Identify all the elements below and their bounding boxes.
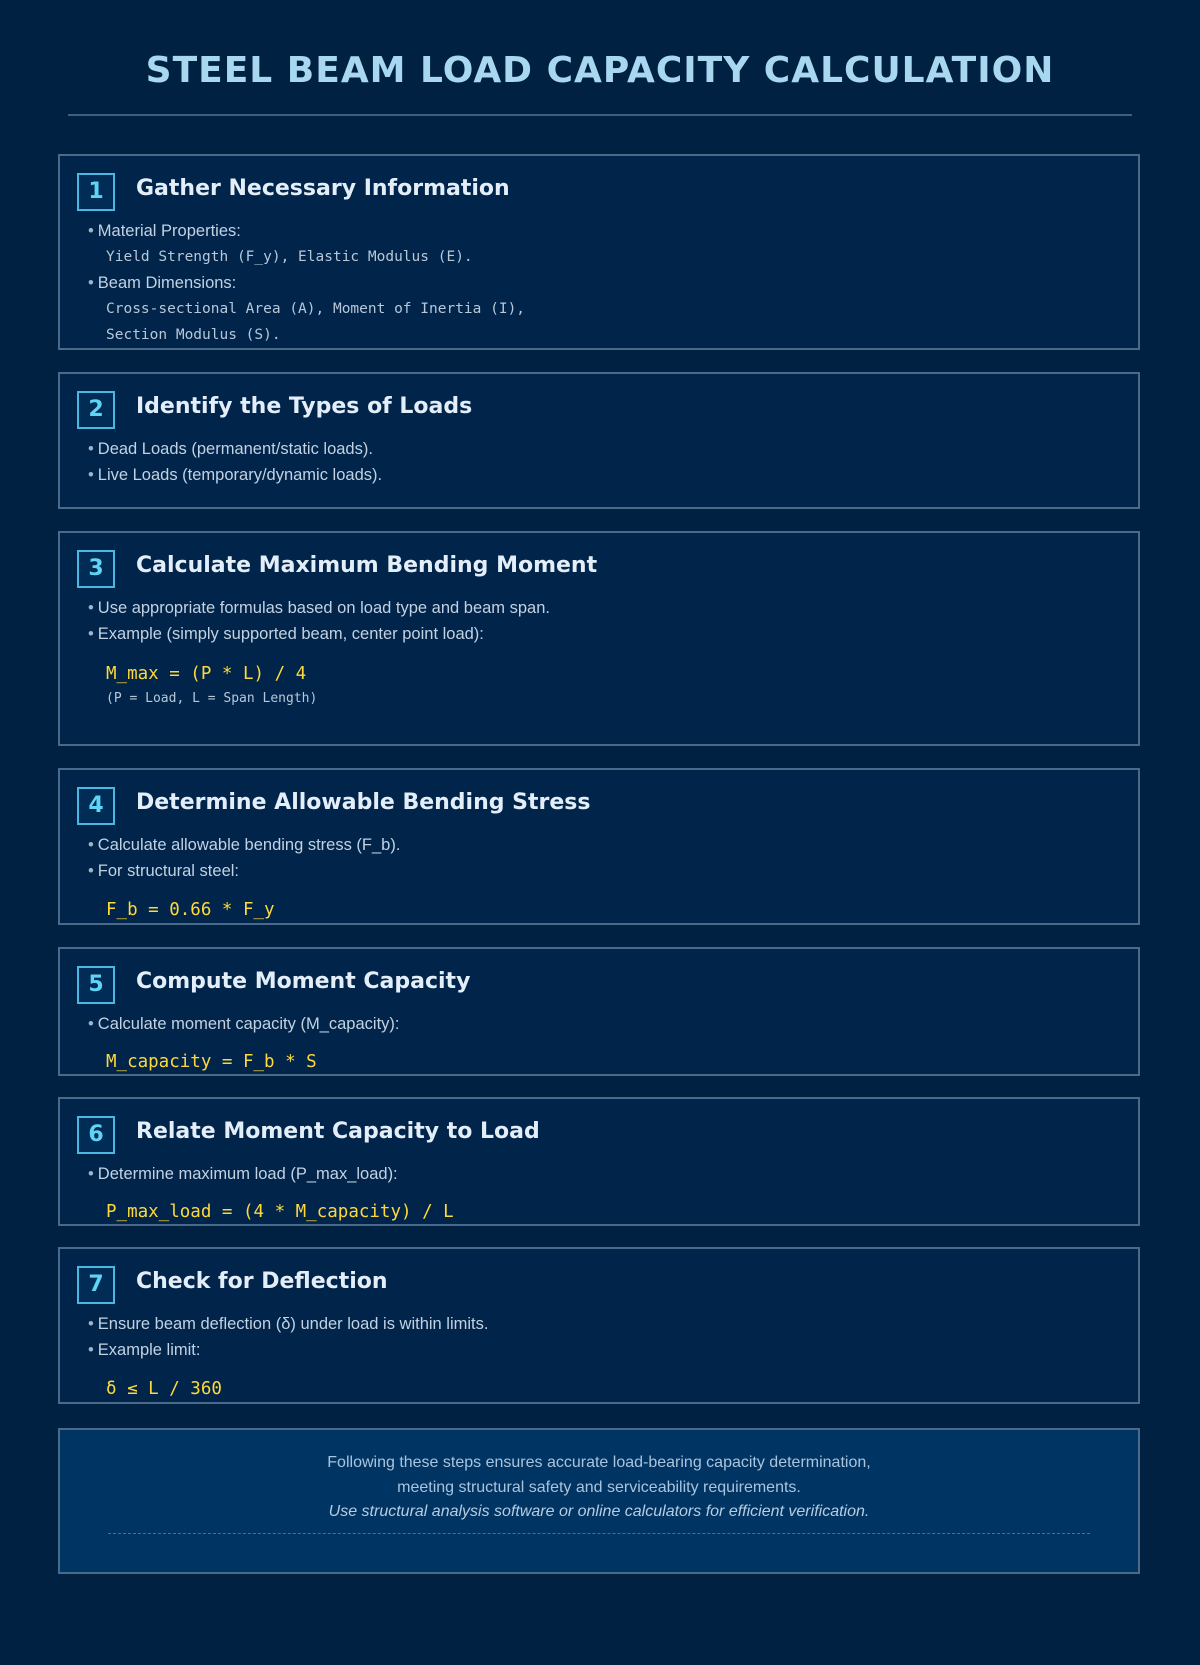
- formula: M_capacity = F_b * S: [106, 1052, 317, 1072]
- page-title: STEEL BEAM LOAD CAPACITY CALCULATION: [145, 50, 1055, 91]
- step-bullet-list: [88, 1161, 398, 1187]
- step-title: Gather Necessary Information: [136, 176, 510, 201]
- step-card-1: [58, 154, 1140, 350]
- bullet-dot-icon: •: [88, 466, 94, 484]
- bullet-dot-icon: •: [88, 1315, 94, 1333]
- step-number-badge: 5: [77, 966, 115, 1004]
- bullet-text: Calculate allowable bending stress (F_b).: [97, 836, 401, 854]
- step-card-3: [58, 531, 1140, 746]
- bullet-dot-icon: •: [88, 1341, 94, 1359]
- bullet-text: Calculate moment capacity (M_capacity):: [97, 1015, 400, 1033]
- summary-divider: [108, 1533, 1090, 1534]
- bullet-text: Example limit:: [97, 1341, 201, 1359]
- step-card-7: [58, 1247, 1140, 1404]
- bullet-item: [88, 1311, 488, 1337]
- step-title: Compute Moment Capacity: [136, 969, 471, 994]
- summary-note: Use structural analysis software or online calculators for efficient verification.: [328, 1503, 870, 1520]
- bullet-item: [88, 832, 400, 858]
- step-card-6: [58, 1097, 1140, 1226]
- formula: P_max_load = (4 * M_capacity) / L: [106, 1202, 454, 1222]
- step-bullet-list: [88, 218, 525, 348]
- bullet-text: For structural steel:: [97, 862, 239, 880]
- bullet-dot-icon: •: [88, 599, 94, 617]
- detail-line: Section Modulus (S).: [106, 327, 281, 343]
- bullet-item: [88, 218, 525, 244]
- step-bullet-list: [88, 1011, 399, 1037]
- step-number-badge: 7: [77, 1266, 115, 1304]
- bullet-text: Example (simply supported beam, center point load):: [97, 625, 484, 643]
- summary-text: Following these steps ensures accurate load-bearing capacity determination,: [327, 1454, 871, 1471]
- detail-line: Cross-sectional Area (A), Moment of Inertia (I),: [106, 301, 526, 317]
- bullet-dot-icon: •: [88, 1015, 94, 1033]
- bullet-dot-icon: •: [88, 836, 94, 854]
- step-number-badge: 2: [77, 391, 115, 429]
- bullet-text: Live Loads (temporary/dynamic loads).: [97, 466, 383, 484]
- detail-line: Yield Strength (F_y), Elastic Modulus (E).: [106, 249, 473, 265]
- step-card-2: [58, 372, 1140, 509]
- step-number-badge: 6: [77, 1116, 115, 1154]
- bullet-item: [88, 1011, 399, 1037]
- bullet-text: Determine maximum load (P_max_load):: [97, 1165, 398, 1183]
- step-card-5: [58, 947, 1140, 1076]
- step-title: Identify the Types of Loads: [136, 394, 473, 419]
- step-bullet-list: [88, 1311, 488, 1363]
- step-title: Determine Allowable Bending Stress: [136, 790, 591, 815]
- step-title: Relate Moment Capacity to Load: [136, 1119, 540, 1144]
- bullet-dot-icon: •: [88, 625, 94, 643]
- bullet-text: Dead Loads (permanent/static loads).: [97, 440, 373, 458]
- bullet-dot-icon: •: [88, 440, 94, 458]
- formula: M_max = (P * L) / 4: [106, 664, 307, 684]
- step-title: Check for Deflection: [136, 1269, 388, 1294]
- bullet-item: [88, 858, 400, 884]
- bullet-item: [88, 462, 382, 488]
- summary-box: [58, 1428, 1140, 1574]
- step-bullet-list: [88, 595, 550, 647]
- step-title: Calculate Maximum Bending Moment: [136, 553, 598, 578]
- step-number-badge: 3: [77, 550, 115, 588]
- title-divider: [68, 114, 1132, 116]
- bullet-item: [88, 270, 525, 296]
- bullet-text: Ensure beam deflection (δ) under load is within limits.: [97, 1315, 489, 1333]
- step-bullet-list: [88, 832, 400, 884]
- bullet-dot-icon: •: [88, 222, 94, 240]
- bullet-text: Material Properties:: [97, 222, 241, 240]
- formula: F_b = 0.66 * F_y: [106, 900, 275, 920]
- bullet-item: [88, 621, 550, 647]
- step-bullet-list: [88, 436, 382, 488]
- bullet-dot-icon: •: [88, 274, 94, 292]
- step-number-badge: 1: [77, 173, 115, 211]
- bullet-item: [88, 436, 382, 462]
- bullet-item: [88, 1161, 398, 1187]
- bullet-item: [88, 1337, 488, 1363]
- bullet-dot-icon: •: [88, 1165, 94, 1183]
- step-card-4: [58, 768, 1140, 925]
- summary-text: meeting structural safety and serviceability requirements.: [397, 1479, 801, 1496]
- bullet-item: [88, 595, 550, 621]
- bullet-dot-icon: •: [88, 862, 94, 880]
- formula: δ ≤ L / 360: [106, 1379, 222, 1399]
- step-number-badge: 4: [77, 787, 115, 825]
- bullet-text: Beam Dimensions:: [97, 274, 237, 292]
- bullet-text: Use appropriate formulas based on load type and beam span.: [97, 599, 550, 617]
- formula-note: (P = Load, L = Span Length): [106, 691, 318, 706]
